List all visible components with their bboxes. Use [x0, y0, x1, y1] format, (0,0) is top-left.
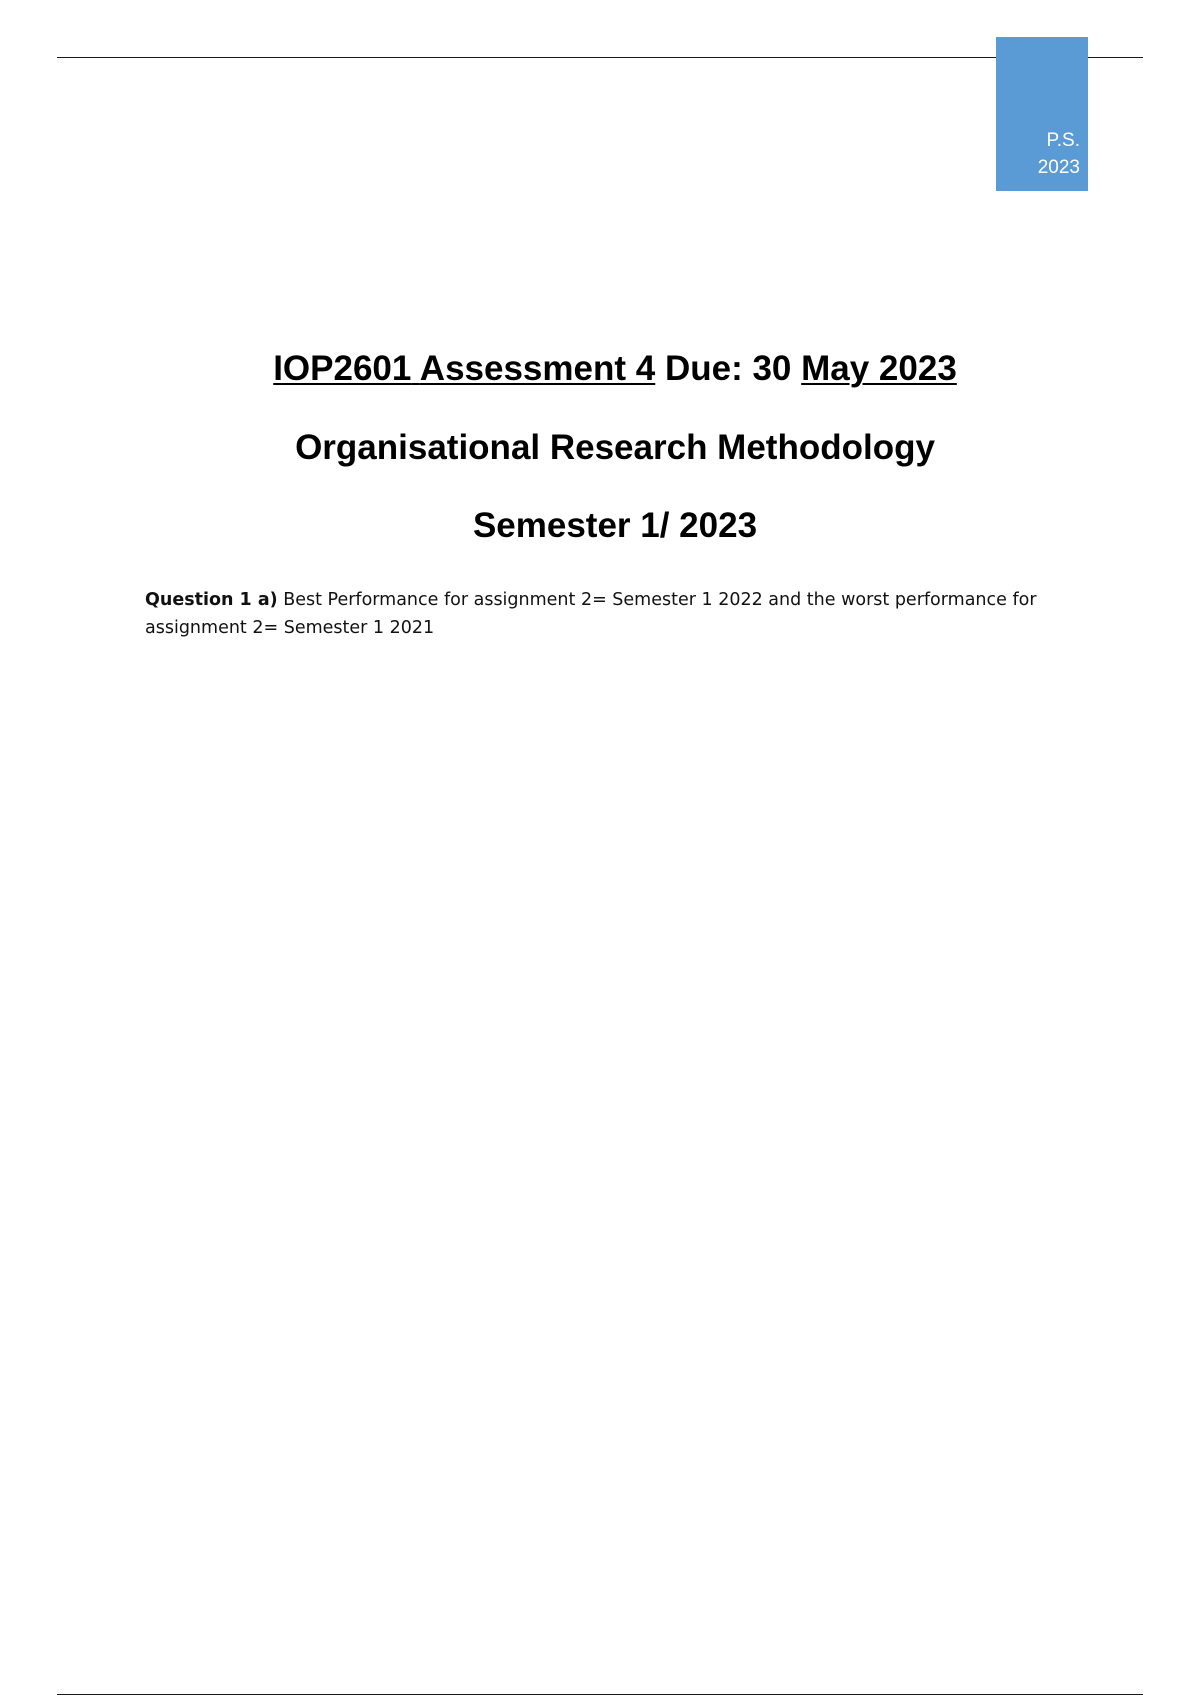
course-code: IOP2601	[273, 349, 412, 388]
bottom-rule	[57, 1694, 1143, 1695]
due-month-year: May 2023	[801, 349, 957, 388]
header-tab-year: 2023	[1037, 157, 1080, 178]
document-subtitle: Organisational Research Methodology	[295, 428, 935, 467]
due-label: Due: 30	[664, 349, 792, 388]
header-tab-initials: P.S.	[1046, 130, 1080, 151]
document-title	[0, 349, 1200, 389]
semester-heading: Semester 1/ 2023	[472, 506, 758, 545]
question-text: Best Performance for assignment 2= Semester 1 2022 and the worst performance for assignment 2= Semester 1 2021	[145, 590, 1037, 638]
question-1a	[145, 586, 1065, 642]
top-rule	[57, 57, 1143, 58]
header-year-tab	[996, 37, 1088, 191]
assessment-name: Assessment 4	[419, 349, 656, 388]
question-label: Question 1 a)	[145, 590, 278, 610]
